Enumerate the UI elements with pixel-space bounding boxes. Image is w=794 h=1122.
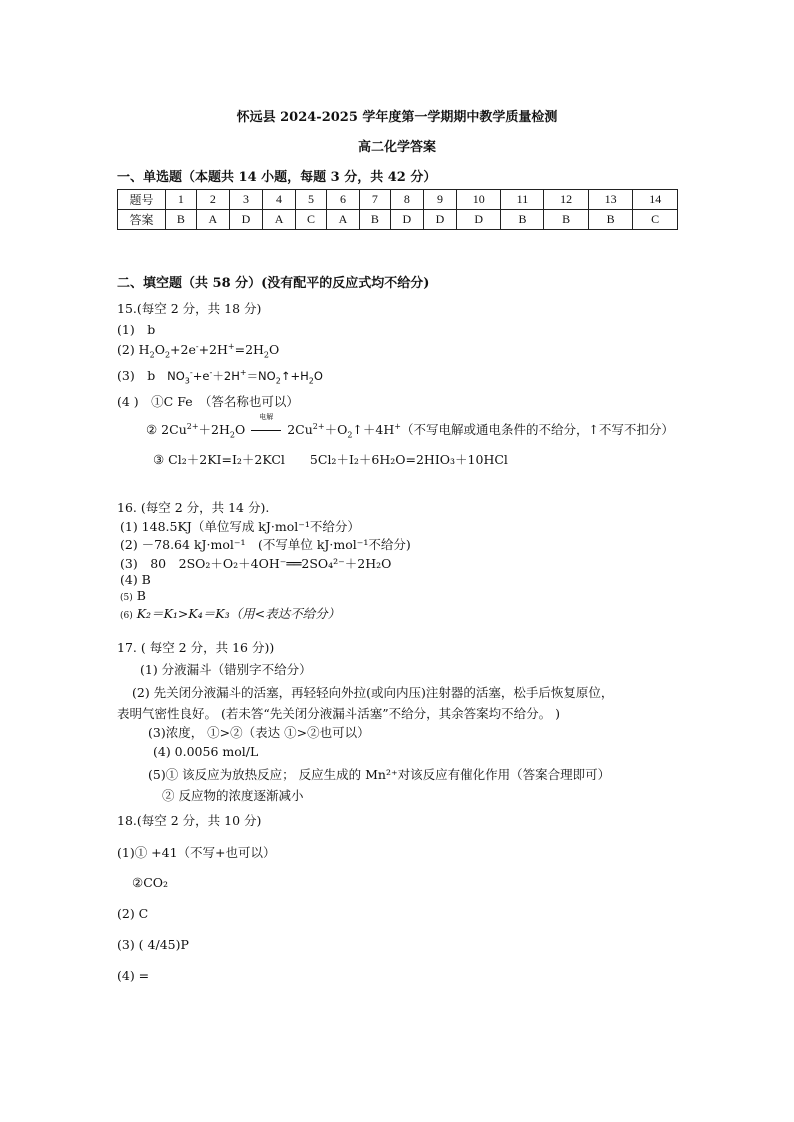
page-subtitle: 高二化学答案 <box>357 140 436 155</box>
q18-answer-1b: ②CO₂ <box>132 875 169 890</box>
q18-answer-3: (3) ( 4/45)P <box>117 937 189 952</box>
q15-answer-4a: (4 ) ①C Fe （答名称也可以） <box>117 394 299 409</box>
q15-answer-4b: ② $2Cu^{2+}+2H_2O$ 电解 $2Cu^{2+}+O_2↑+4H^+$（不写电解或通电条件的不给分，↑不写不扣分） <box>146 413 674 440</box>
table-cell: A <box>263 210 296 230</box>
table-cell: A <box>326 210 359 230</box>
table-cell: 14 <box>633 190 678 210</box>
q16-answer-5: (5) B <box>120 588 146 603</box>
q15-answer-4c: ③ Cl₂＋2KI=I₂＋2KCl 5Cl₂＋I₂＋6H₂O=2HIO₃＋10HCl <box>153 452 508 467</box>
q16-answer-6: (6) K₂＝K₁>K₄＝K₃（用<表达不给分） <box>120 606 341 621</box>
table-cell: B <box>360 210 391 230</box>
table-cell: 1 <box>166 190 197 210</box>
q16-answer-1: (1) 148.5KJ（单位写成 kJ·mol⁻¹不给分） <box>120 519 360 534</box>
table-cell: B <box>588 210 632 230</box>
q17-answer-1: (1) 分液漏斗（错别字不给分） <box>140 662 312 677</box>
table-cell: 11 <box>501 190 544 210</box>
q17-heading: 17. ( 每空 2 分，共 16 分)) <box>117 640 275 655</box>
q15-answer-1: (1) b <box>117 322 156 337</box>
page-title: 怀远县 2024-2025 学年度第一学期期中教学质量检测 <box>236 110 558 125</box>
table-cell: C <box>633 210 678 230</box>
table-cell: 12 <box>544 190 588 210</box>
q17-answer-3: (3)浓度， ①>②（表达 ①>②也可以） <box>148 725 370 740</box>
table-cell: 7 <box>360 190 391 210</box>
table-cell: B <box>501 210 544 230</box>
section1-heading: 一、单选题（本题共 14 小题，每题 3 分，共 42 分） <box>117 170 437 185</box>
q16-heading: 16. (每空 2 分，共 14 分). <box>117 500 270 515</box>
row-label-answer: 答案 <box>118 210 166 230</box>
table-cell: 10 <box>457 190 501 210</box>
q17-answer-4: (4) 0.0056 mol/L <box>153 744 259 759</box>
table-cell: 3 <box>229 190 262 210</box>
table-cell: D <box>457 210 501 230</box>
table-cell: D <box>390 210 423 230</box>
q15-answer-3: (3) b $NO_3^-+e^-+2H^+=NO_2↑+H_2O$ <box>117 368 323 386</box>
table-cell: C <box>296 210 327 230</box>
q15-answer-2: (2) $H_2O_2+2e^-+2H^+=2H_2O$ <box>117 341 280 360</box>
table-cell: 2 <box>196 190 229 210</box>
table-row-answers <box>118 210 678 230</box>
section2-heading: 二、填空题（共 58 分）(没有配平的反应式均不给分) <box>117 276 430 291</box>
table-cell: 8 <box>390 190 423 210</box>
q17-answer-5b: ② 反应物的浓度逐渐减小 <box>162 788 304 803</box>
table-cell: 6 <box>326 190 359 210</box>
q17-answer-2a: (2) 先关闭分液漏斗的活塞，再轻轻向外拉(或向内压)注射器的活塞，松手后恢复原位， <box>132 685 614 700</box>
q18-heading: 18.(每空 2 分，共 10 分) <box>117 813 262 828</box>
q16-answer-4: (4) B <box>120 572 151 587</box>
table-cell: 9 <box>423 190 456 210</box>
table-cell: 4 <box>263 190 296 210</box>
electrolysis-arrow: 电解 <box>249 422 283 437</box>
row-label-number: 题号 <box>118 190 166 210</box>
table-cell: 5 <box>296 190 327 210</box>
q17-answer-2b: 表明气密性良好。 (若未答“先关闭分液漏斗活塞”不给分，其余答案均不给分。 ) <box>117 706 560 721</box>
table-cell: A <box>196 210 229 230</box>
q16-answer-3: (3) 80 2SO₂＋O₂＋4OH⁻══2SO₄²⁻＋2H₂O <box>120 556 392 571</box>
answer-table <box>117 189 678 230</box>
table-cell: D <box>229 210 262 230</box>
table-cell: B <box>544 210 588 230</box>
q18-answer-2: (2) C <box>117 906 149 921</box>
q18-answer-4: (4) = <box>117 968 150 983</box>
table-row-numbers <box>118 190 678 210</box>
q15-heading: 15.(每空 2 分，共 18 分) <box>117 301 262 316</box>
q16-answer-2: (2) －78.64 kJ·mol⁻¹ (不写单位 kJ·mol⁻¹不给分) <box>120 537 411 552</box>
table-cell: D <box>423 210 456 230</box>
table-cell: B <box>166 210 197 230</box>
table-cell: 13 <box>588 190 632 210</box>
q17-answer-5a: (5)① 该反应为放热反应； 反应生成的 Mn²⁺对该反应有催化作用（答案合理即可） <box>148 767 611 782</box>
q18-answer-1: (1)① +41（不写+也可以） <box>117 845 276 860</box>
